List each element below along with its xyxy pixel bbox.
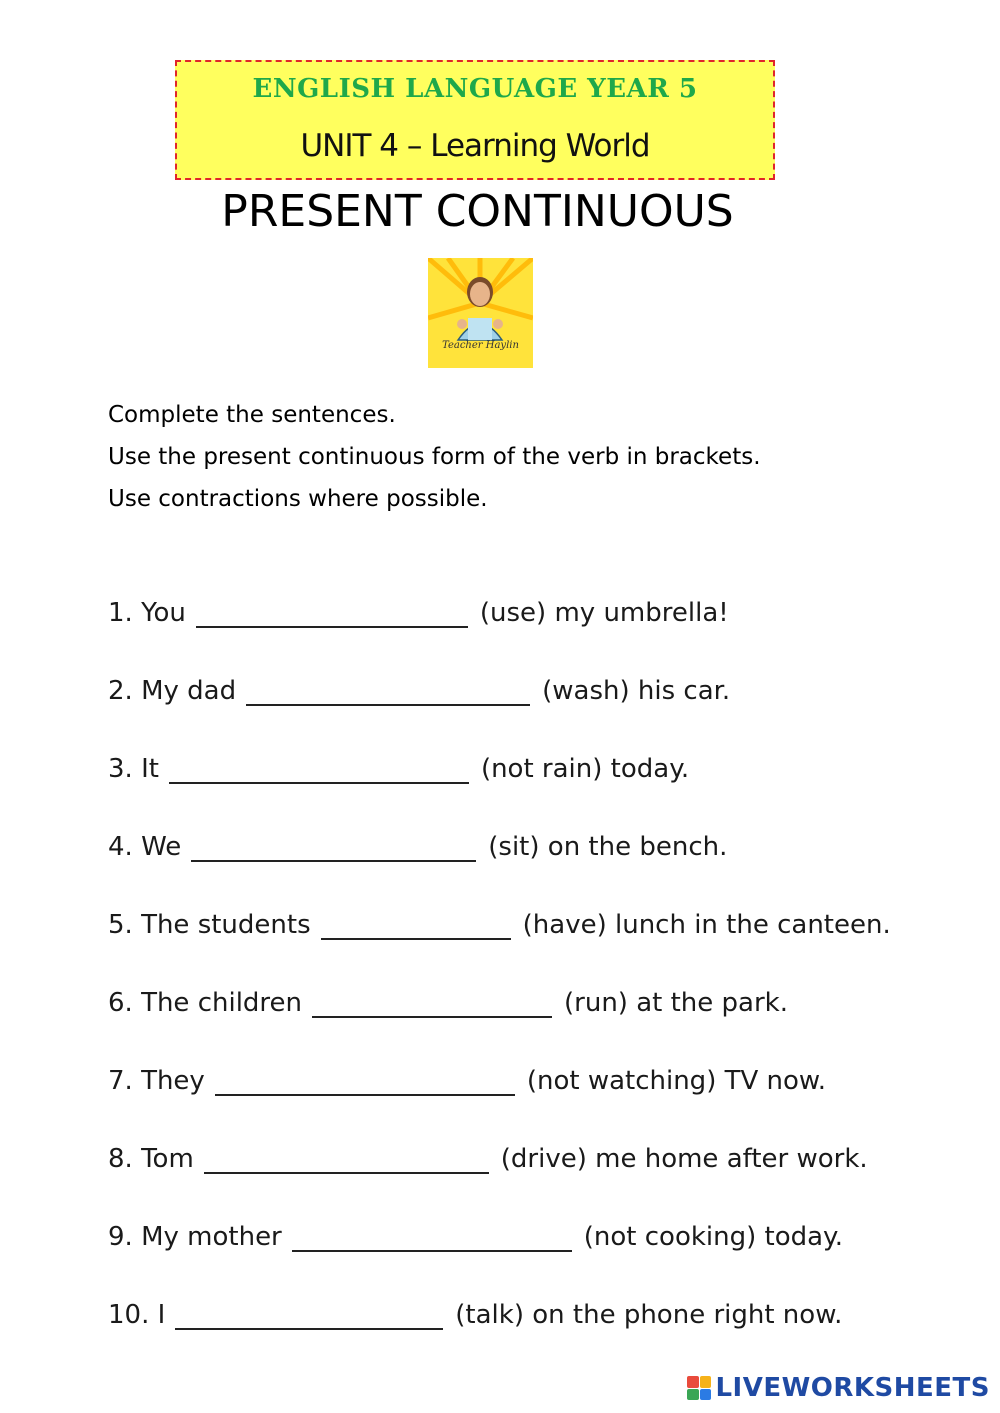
item-hint: (drive) me home after work. — [500, 1144, 868, 1174]
exercise-item — [108, 676, 891, 754]
exercise-item — [108, 754, 891, 832]
answer-blank[interactable] — [191, 832, 476, 862]
answer-blank[interactable] — [204, 1144, 489, 1174]
answer-blank[interactable] — [169, 754, 469, 784]
item-prompt: 8. Tom — [108, 1144, 194, 1174]
instruction-line: Use the present continuous form of the verb in brackets. — [108, 444, 761, 470]
item-hint: (not watching) TV now. — [526, 1066, 827, 1096]
answer-blank[interactable] — [312, 988, 552, 1018]
header-subject: ENGLISH LANGUAGE YEAR 5 — [252, 74, 698, 104]
teacher-portrait-icon — [428, 258, 533, 368]
item-hint: (sit) on the bench. — [488, 832, 728, 862]
item-hint: (wash) his car. — [542, 676, 731, 706]
item-hint: (not rain) today. — [480, 754, 690, 784]
exercise-item — [108, 910, 891, 988]
exercise-item — [108, 598, 891, 676]
page-title: PRESENT CONTINUOUS — [221, 186, 734, 237]
item-prompt: 6. The children — [108, 988, 303, 1018]
exercise-item — [108, 1300, 891, 1378]
item-hint: (not cooking) today. — [583, 1222, 844, 1252]
header-unit: UNIT 4 – Learning World — [300, 128, 650, 164]
liveworksheets-brand — [687, 1373, 990, 1403]
answer-blank[interactable] — [215, 1066, 515, 1096]
item-hint: (have) lunch in the canteen. — [522, 910, 891, 940]
instruction-line: Use contractions where possible. — [108, 486, 488, 512]
brand-name: LIVEWORKSHEETS — [715, 1373, 990, 1403]
answer-blank[interactable] — [196, 598, 468, 628]
answer-blank[interactable] — [292, 1222, 572, 1252]
instruction-line: Complete the sentences. — [108, 402, 396, 428]
item-prompt: 2. My dad — [108, 676, 237, 706]
logo-caption: Teacher Haylin — [442, 340, 519, 351]
exercise-item — [108, 988, 891, 1066]
item-prompt: 9. My mother — [108, 1222, 282, 1252]
item-prompt: 3. It — [108, 754, 159, 784]
liveworksheets-logo-icon — [687, 1376, 711, 1400]
exercise-item — [108, 1144, 891, 1222]
exercise-item — [108, 832, 891, 910]
answer-blank[interactable] — [175, 1300, 443, 1330]
header-banner — [175, 60, 775, 180]
answer-blank[interactable] — [321, 910, 511, 940]
exercise-item — [108, 1222, 891, 1300]
item-prompt: 10. I — [108, 1300, 166, 1330]
teacher-logo — [428, 258, 533, 368]
item-hint: (talk) on the phone right now. — [455, 1300, 843, 1330]
answer-blank[interactable] — [246, 676, 530, 706]
item-prompt: 7. They — [108, 1066, 205, 1096]
instructions — [108, 394, 761, 520]
item-hint: (run) at the park. — [564, 988, 788, 1018]
exercise-item — [108, 1066, 891, 1144]
item-prompt: 5. The students — [108, 910, 311, 940]
item-prompt: 4. We — [108, 832, 182, 862]
exercise-list — [108, 598, 891, 1378]
item-hint: (use) my umbrella! — [479, 598, 729, 628]
item-prompt: 1. You — [108, 598, 186, 628]
